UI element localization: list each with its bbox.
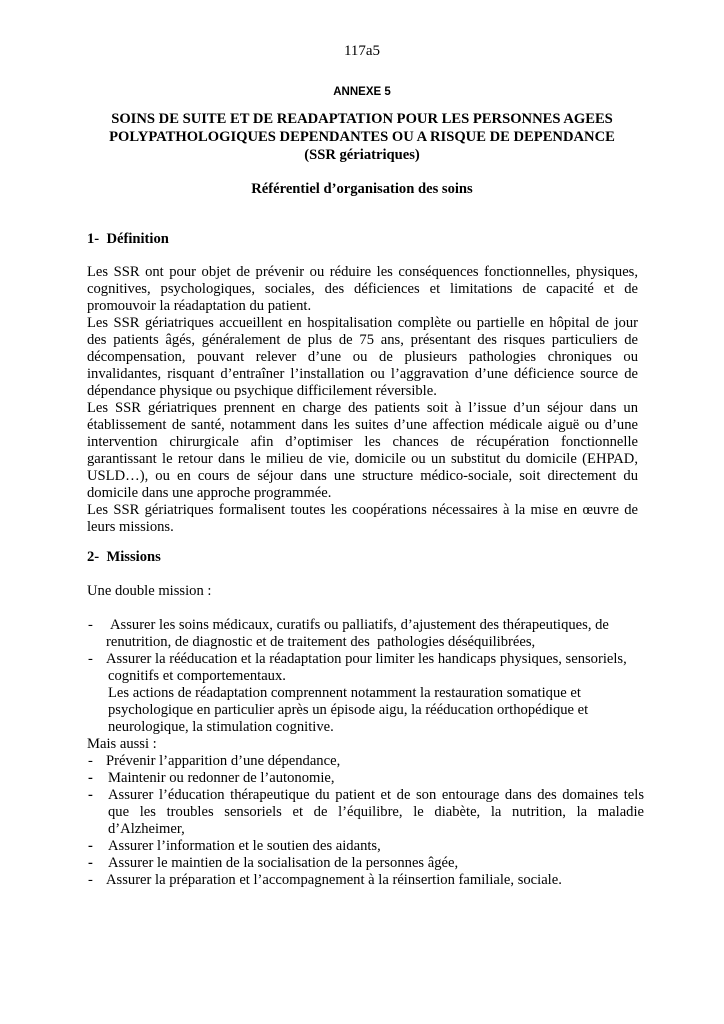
- list-item: Prévenir l’apparition d’une dépendance,: [106, 753, 341, 769]
- title-line-2: POLYPATHOLOGIQUES DEPENDANTES OU A RISQUE DE DEPENDANCE: [109, 129, 615, 145]
- list-item: Assurer le maintien de la socialisation de la personnes âgée,: [108, 855, 459, 871]
- list-item: Assurer l’information et le soutien des aidants,: [108, 838, 381, 854]
- missions-intro: Une double mission :: [87, 583, 212, 599]
- text-line: Les SSR gériatriques formalisent toutes les coopérations nécessaires à la mise en œuvre de: [87, 502, 638, 518]
- also-label: Mais aussi :: [87, 736, 157, 752]
- list-item: Assurer les soins médicaux, curatifs ou palliatifs, d’ajustement des thérapeutiques, de: [110, 617, 609, 633]
- list-dash: -: [88, 855, 93, 871]
- text-line: dépendance physique ou psychique difficilement réversible.: [87, 383, 437, 399]
- list-item-continuation: d’Alzheimer,: [108, 821, 185, 837]
- list-dash: -: [88, 770, 93, 786]
- text-line: invalidantes, risquant d’entraîner l’installation ou l’aggravation d’une déficience source de: [87, 366, 638, 382]
- title-line-3: (SSR gériatriques): [304, 147, 420, 163]
- text-line: décompensation, pouvant relever d’une ou de plusieurs pathologies chroniques ou: [87, 349, 638, 365]
- text-line: des patients âgés, généralement de plus de 75 ans, présentant des risques particuliers de: [87, 332, 638, 348]
- list-item-continuation: neurologique, la stimulation cognitive.: [108, 719, 334, 735]
- text-line: USLD…), ou en cours de séjour dans une structure médico-sociale, soit directement du: [87, 468, 638, 484]
- list-dash: -: [88, 838, 93, 854]
- text-line: domicile dans une approche programmée.: [87, 485, 332, 501]
- text-line: cognitives, psychologiques, sociales, des déficiences et limitations de capacité et de: [87, 281, 638, 297]
- page-reference: 117a5: [343, 43, 381, 59]
- annex-label: ANNEXE 5: [333, 86, 391, 98]
- list-item-continuation: que les troubles sensoriels et de l’équilibre, le diabète, la nutrition, la maladie: [108, 804, 644, 820]
- text-line: leurs missions.: [87, 519, 174, 535]
- text-line: établissement de santé, notamment dans les suites d’une affection médicale aiguë ou d’une: [87, 417, 638, 433]
- list-dash: -: [88, 753, 93, 769]
- text-line: promouvoir la réadaptation du patient.: [87, 298, 312, 314]
- list-dash: -: [88, 651, 93, 667]
- list-item: Assurer la préparation et l’accompagnement à la réinsertion familiale, sociale.: [106, 872, 562, 888]
- list-item: Maintenir ou redonner de l’autonomie,: [108, 770, 335, 786]
- list-item-continuation: renutrition, de diagnostic et de traitement des pathologies déséquilibrées,: [106, 634, 536, 650]
- document-subtitle: Référentiel d’organisation des soins: [251, 181, 473, 197]
- section-heading-missions: 2- Missions: [87, 549, 161, 565]
- text-line: Les SSR gériatriques prennent en charge des patients soit à l’issue d’un séjour dans un: [87, 400, 638, 416]
- text-line: Les SSR ont pour objet de prévenir ou réduire les conséquences fonctionnelles, physiques,: [87, 264, 638, 280]
- list-item: Assurer l’éducation thérapeutique du patient et de son entourage dans des domaines tels: [108, 787, 644, 803]
- list-dash: -: [88, 872, 93, 888]
- text-line: intervention chirurgicale afin d’optimiser les chances de récupération fonctionnelle: [87, 434, 638, 450]
- list-dash: -: [88, 787, 93, 803]
- text-line: Les SSR gériatriques accueillent en hospitalisation complète ou partielle en hôpital de jour: [87, 315, 638, 331]
- list-item-continuation: Les actions de réadaptation comprennent notamment la restauration somatique et: [108, 685, 581, 701]
- section-heading-definition: 1- Définition: [87, 231, 169, 247]
- list-dash: -: [88, 617, 93, 633]
- list-item: Assurer la rééducation et la réadaptation pour limiter les handicaps physiques, sensoriels,: [106, 651, 627, 667]
- list-item-continuation: psychologique en particulier après un épisode aigu, la rééducation orthopédique et: [108, 702, 589, 718]
- list-item-continuation: cognitifs et comportementaux.: [108, 668, 286, 684]
- text-line: garantissant le retour dans le milieu de vie, domicile ou un substitut du domicile (EHPAD,: [87, 451, 638, 467]
- title-line-1: SOINS DE SUITE ET DE READAPTATION POUR LES PERSONNES AGEES: [111, 111, 613, 127]
